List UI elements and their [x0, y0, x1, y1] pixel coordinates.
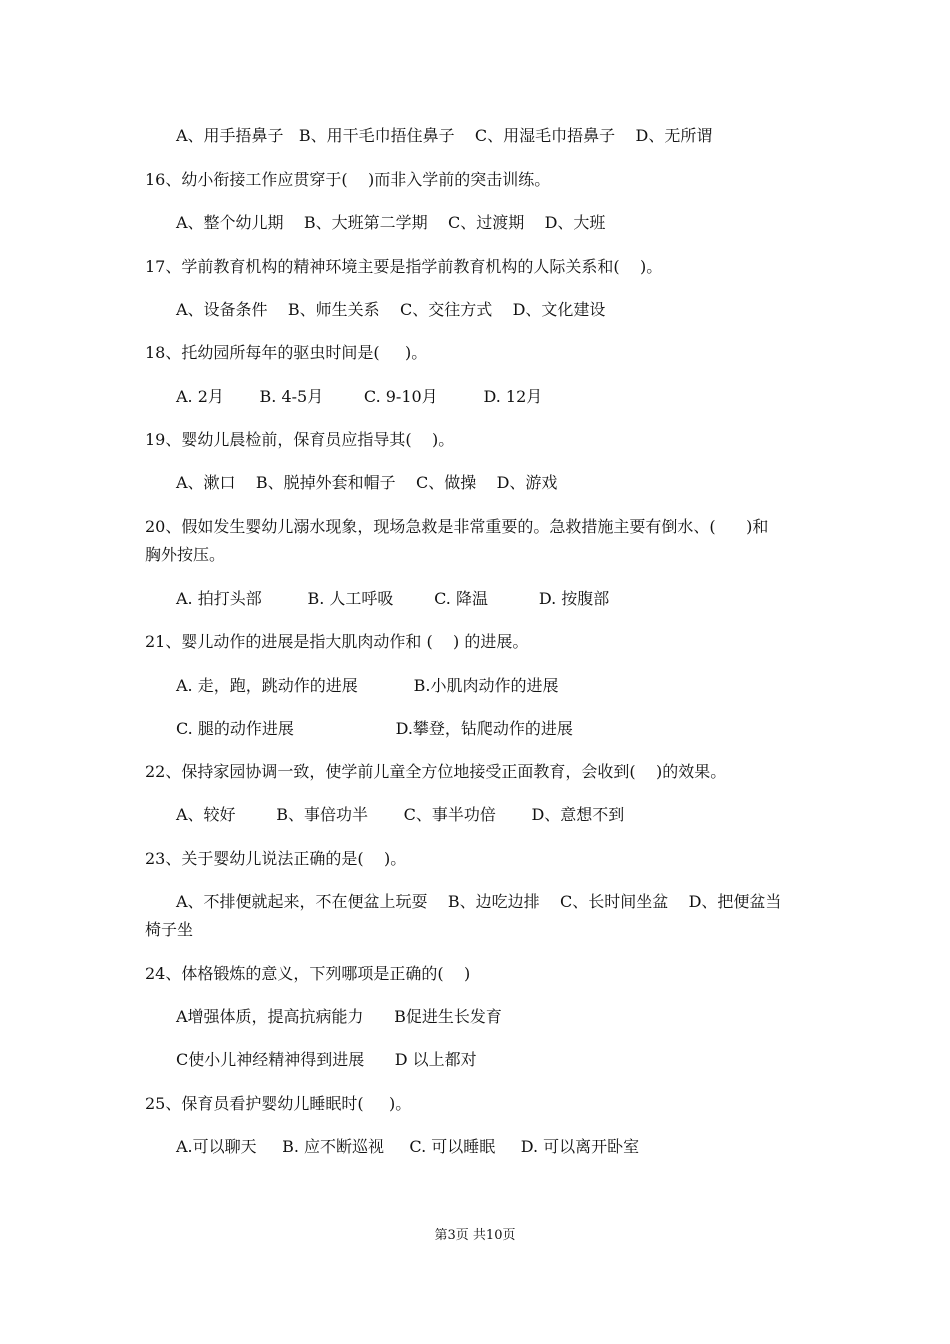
question-19-stem: 19、婴幼儿晨检前，保育员应指导其( )。: [145, 430, 455, 449]
question-21-stem: 21、婴儿动作的进展是指大肌肉动作和 ( ) 的进展。: [145, 632, 529, 651]
question-23-stem: 23、关于婴幼儿说法正确的是( )。: [145, 849, 407, 868]
question-18-options: A. 2月 B. 4-5月 C. 9-10月 D. 12月: [176, 387, 543, 406]
question-16-options: A、整个幼儿期 B、大班第二学期 C、过渡期 D、大班: [176, 213, 606, 232]
question-17-options: A、设备条件 B、师生关系 C、交往方式 D、文化建设: [176, 300, 606, 319]
page-footer: 第3页 共10页: [434, 1228, 516, 1243]
question-21-options-row1: A. 走，跑，跳动作的进展 B.小肌肉动作的进展: [176, 676, 559, 695]
question-24-stem: 24、体格锻炼的意义，下列哪项是正确的( ): [145, 964, 471, 983]
question-25-stem: 25、保育员看护婴幼儿睡眠时( )。: [145, 1094, 412, 1113]
question-22-options: A、较好 B、事倍功半 C、事半功倍 D、意想不到: [176, 805, 625, 824]
question-22-stem: 22、保持家园协调一致，使学前儿童全方位地接受正面教育，会收到( )的效果。: [145, 762, 727, 781]
question-20-options: A. 拍打头部 B. 人工呼吸 C. 降温 D. 按腹部: [176, 589, 610, 608]
question-21-options-row2: C. 腿的动作进展 D.攀登，钻爬动作的进展: [176, 719, 573, 738]
question-20-stem-cont: 胸外按压。: [145, 545, 226, 564]
question-23-options-cont: 椅子坐: [145, 920, 194, 939]
question-24-options-row2: C使小儿神经精神得到进展 D 以上都对: [176, 1050, 477, 1069]
question-23-options: A、不排便就起来，不在便盆上玩耍 B、边吃边排 C、长时间坐盆 D、把便盆当: [176, 892, 782, 911]
question-25-options: A.可以聊天 B. 应不断巡视 C. 可以睡眠 D. 可以离开卧室: [176, 1137, 640, 1156]
question-15-options: A、用手捂鼻子 B、用干毛巾捂住鼻子 C、用湿毛巾捂鼻子 D、无所谓: [176, 126, 713, 145]
question-17-stem: 17、学前教育机构的精神环境主要是指学前教育机构的人际关系和( )。: [145, 257, 663, 276]
question-20-stem: 20、假如发生婴幼儿溺水现象，现场急救是非常重要的。急救措施主要有倒水、( )和: [145, 517, 769, 536]
question-24-options-row1: A增强体质，提高抗病能力 B促进生长发育: [176, 1007, 502, 1026]
question-16-stem: 16、幼小衔接工作应贯穿于( )而非入学前的突击训练。: [145, 170, 551, 189]
question-19-options: A、漱口 B、脱掉外套和帽子 C、做操 D、游戏: [176, 473, 558, 492]
question-18-stem: 18、托幼园所每年的驱虫时间是( )。: [145, 343, 428, 362]
